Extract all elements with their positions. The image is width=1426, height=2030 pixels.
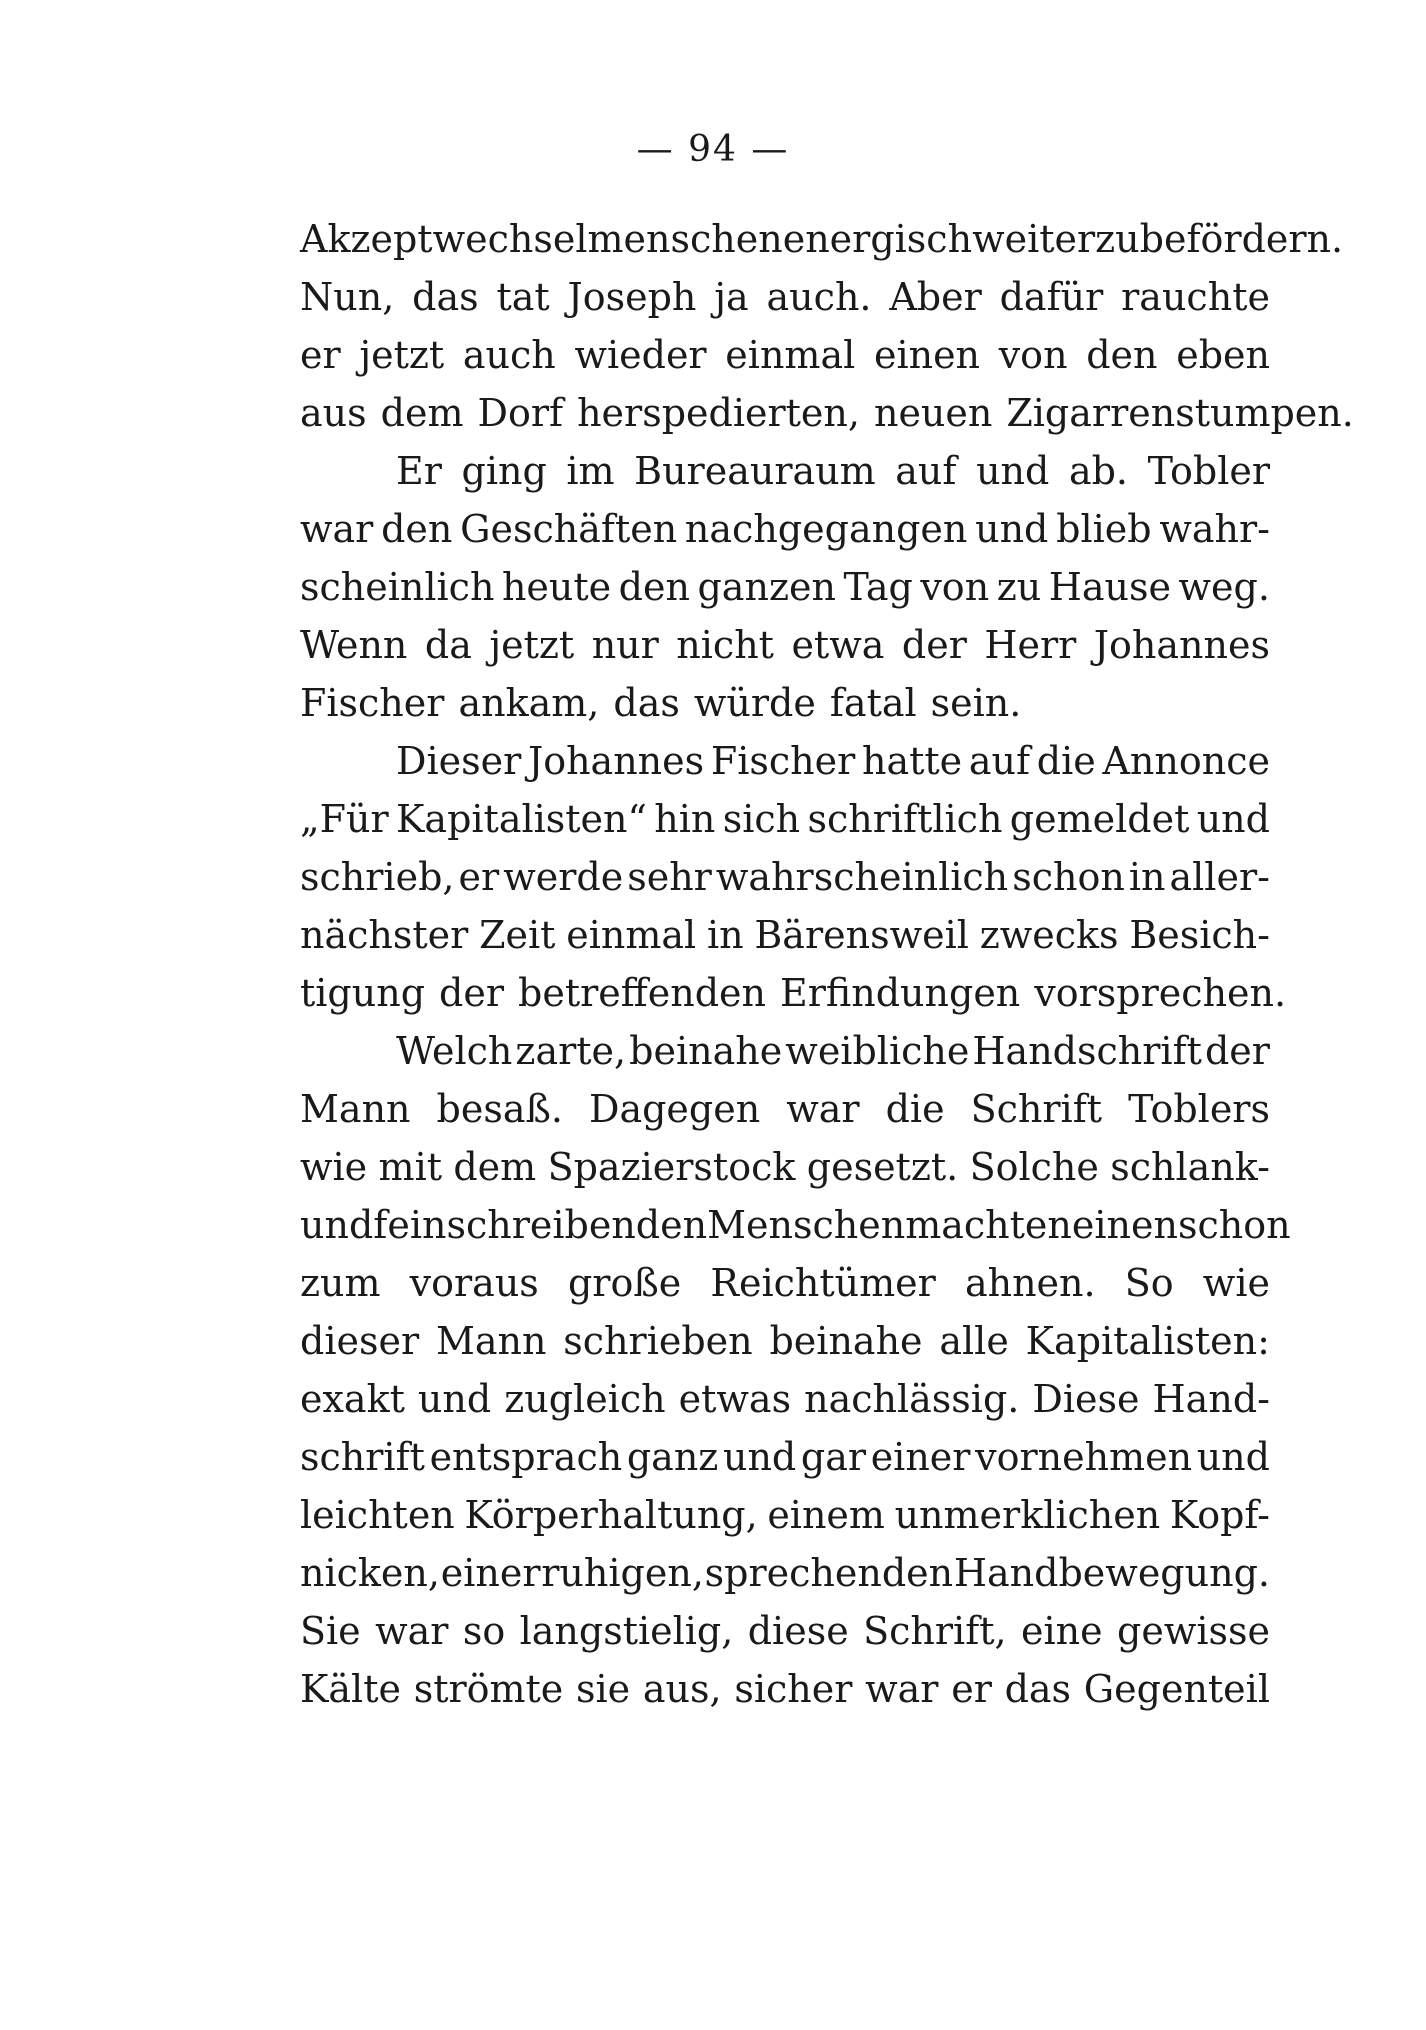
text-line: Wenn da jetzt nur nicht etwa der Herr Johannes: [300, 623, 1270, 667]
text-line: Akzeptwechselmenschen energisch weiterzubefördern.: [300, 217, 1344, 261]
text-line: und feinschreibenden Menschen machten einen schon: [300, 1203, 1291, 1247]
text-line: exakt und zugleich etwas nachlässig. Diese Hand-: [300, 1377, 1270, 1421]
text-line: war den Geschäften nachgegangen und blieb wahr-: [300, 507, 1270, 551]
text-line: schrieb, er werde sehr wahrscheinlich schon in aller-: [300, 855, 1270, 899]
text-line: Fischer ankam, das würde fatal sein.: [300, 681, 1022, 725]
text-line: leichten Körperhaltung, einem unmerklichen Kopf-: [300, 1493, 1270, 1537]
text-line: er jetzt auch wieder einmal einen von den eben: [300, 333, 1270, 377]
text-line: wie mit dem Spazierstock gesetzt. Solche schlank-: [300, 1145, 1270, 1189]
text-line: nicken, einer ruhigen, sprechenden Handbewegung.: [300, 1551, 1270, 1595]
text-line: dieser Mann schrieben beinahe alle Kapitalisten:: [300, 1319, 1270, 1363]
text-line: Dieser Johannes Fischer hatte auf die Annonce: [396, 739, 1270, 783]
text-line: zum voraus große Reichtümer ahnen. So wie: [300, 1261, 1270, 1305]
text-line: aus dem Dorf herspedierten, neuen Zigarrenstumpen.: [300, 391, 1354, 435]
text-line: Sie war so langstielig, diese Schrift, eine gewisse: [300, 1609, 1270, 1653]
text-line: tigung der betreffenden Erfindungen vorsprechen.: [300, 971, 1287, 1015]
text-line: Welch zarte, beinahe weibliche Handschrift der: [396, 1029, 1270, 1073]
body-text: [300, 210, 1354, 1718]
page-number: — 94 —: [636, 129, 790, 170]
text-line: „Für Kapitalisten“ hin sich schriftlich gemeldet und: [300, 797, 1270, 841]
text-line: schrift entsprach ganz und gar einer vornehmen und: [300, 1435, 1270, 1479]
text-line: Kälte strömte sie aus, sicher war er das Gegenteil: [300, 1667, 1270, 1711]
text-line: Er ging im Bureauraum auf und ab. Tobler: [396, 449, 1270, 493]
text-line: Mann besaß. Dagegen war die Schrift Toblers: [300, 1087, 1270, 1131]
text-line: scheinlich heute den ganzen Tag von zu Hause weg.: [300, 565, 1270, 609]
text-line: nächster Zeit einmal in Bärensweil zwecks Besich-: [300, 913, 1270, 957]
text-line: Nun, das tat Joseph ja auch. Aber dafür rauchte: [300, 275, 1270, 319]
